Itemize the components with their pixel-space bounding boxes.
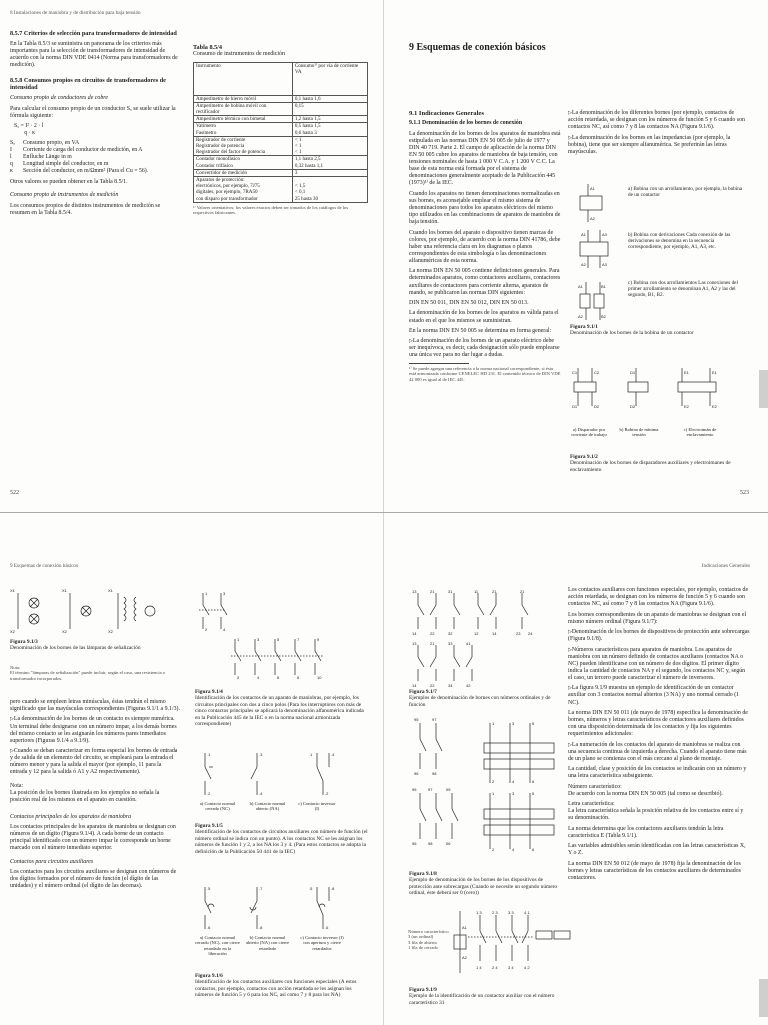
figure-lamp-diagrams <box>10 589 160 638</box>
svg-text:A2: A2 <box>581 262 586 267</box>
table-row <box>194 169 368 176</box>
footnote-rule <box>409 363 469 364</box>
paragraph: Las variables admisibles serán identificadas con las letras características X, Y o Z. <box>568 843 746 857</box>
svg-text:X1: X1 <box>62 588 67 593</box>
consumption-table <box>193 62 368 203</box>
svg-text:32: 32 <box>448 631 453 636</box>
svg-text:14: 14 <box>412 683 417 688</box>
svg-text:X2: X2 <box>10 629 15 634</box>
table-cell: Vatímetro Fasímetro <box>194 123 293 136</box>
svg-text:A2: A2 <box>590 216 595 221</box>
spread-bottom <box>0 512 768 1025</box>
svg-text:2: 2 <box>492 847 495 852</box>
svg-text:97: 97 <box>432 717 437 722</box>
svg-text:41: 41 <box>466 641 471 646</box>
subsection-title: Contactos principales de los aparatos de maniobra <box>10 813 132 820</box>
paragraph: La posición de los bornes ilustrada en los ejemplos no señala la posición real de los mismos en el aparato en cuestión. <box>10 789 160 803</box>
svg-text:.4: .4 <box>259 791 263 796</box>
def-text: Sección del conductor, en m/Ωmm² (Para el Cu = 56). <box>23 168 149 175</box>
legend-item: 1 fila de cerrado <box>408 945 438 951</box>
figure-caption-text: Identificación de los contactos auxiliares con funciones especiales (A estos contactos, por ejemplo, contactos con acción retardada se les asignan los números de función 5 y 6 para los NC, así como 7 y 8 para los NA) <box>195 979 357 999</box>
figure-title: Figura 9.1/1 <box>570 324 598 330</box>
svg-text:22: 22 <box>430 631 435 636</box>
svg-text:95: 95 <box>412 787 417 792</box>
figure-caption <box>195 973 370 999</box>
paragraph: La denominación de los bornes de los aparatos es válida para el estado en el que los mismos se suministran. <box>409 310 559 324</box>
paragraph: Los consumos propios de distintos instrumentos de medición se resumen en la Tabla 8.5/4. <box>10 202 161 216</box>
figure-sublabel: a) Disparador por corriente de trabajo <box>571 427 607 438</box>
table-row <box>194 123 368 136</box>
svg-text:21: 21 <box>492 589 497 594</box>
figure-caption <box>195 689 370 727</box>
figure-aux-contacts <box>195 749 355 804</box>
bullet-paragraph: ▷ Denominación de los bornes de dispositivos de protección ante sobrecargas (Figura 9.1/8). <box>568 629 750 643</box>
figure-caption-text: Denominación de los bornes de las lámparas de señalización <box>10 645 141 652</box>
svg-text:A3: A3 <box>602 262 607 267</box>
bullet-paragraph: ▷ La numeración de los contactos del aparato de maniobras se realiza con una secuencia continua de izquierda a derecha. Cuando el aparato tiene más de un plano se comienza con el más cercano al plano de montaje. <box>568 742 750 763</box>
svg-text:D1: D1 <box>572 404 578 409</box>
figure-caption-text: Identificación de los contactos de circuitos auxiliares con número de función (el número ordinal se indica con un punto). A los contactos NC se les asignan los números de función 1 y 2, a los NA los 3 y 4. (Para estos contactos se adopta la definición de la Publicación 50 441 de la IEC) <box>195 829 368 855</box>
note-label: Nota: <box>10 665 21 670</box>
svg-text:8: 8 <box>297 675 300 680</box>
svg-text:A1: A1 <box>590 186 595 191</box>
svg-text:06: 06 <box>446 841 451 846</box>
svg-text:7: 7 <box>297 637 300 642</box>
svg-text:1: 1 <box>237 637 240 642</box>
paragraph: Los bornes correspondientes de un aparato de maniobras se designan con el mismo número ordinal (Figura 9.1/7): <box>568 611 747 625</box>
svg-text:3 3: 3 3 <box>508 910 514 915</box>
svg-text:C2: C2 <box>594 370 600 375</box>
paragraph: Cuando los bornes del aparato o dispositivo tienen marcas de colores, por ejemplo, de acuerdo con la norma DIN 41786, debe haber una referencia clara en los diagramas o planos correspondientes de esta simbología o las denominaciones alfanuméricas de esta norma. <box>409 229 561 264</box>
svg-text:98: 98 <box>428 841 433 846</box>
section-title: 8.5.7 Criterios de selección para transformadores de intensidad <box>10 30 177 37</box>
svg-text:6: 6 <box>532 779 535 784</box>
page524-left-column <box>10 699 180 894</box>
def-symbol: Sₓ <box>10 140 15 147</box>
figure-caption-text: Ejemplo de denominación de los bornes de los dispositivos de protección ante sobrecargas (Cuando se necesite un segundo número ordinal, éste deberá ser 0 (cero)) <box>409 877 558 897</box>
paragraph: La norma determina que los contactores auxiliares tendrán la letra característica E (Tabla 9.1/1). <box>568 825 724 839</box>
page523-left-column <box>409 110 561 382</box>
table-cell: < 1 < 1 < 1 <box>292 136 367 156</box>
page-number: 523 <box>740 490 749 496</box>
svg-text:14: 14 <box>412 631 417 636</box>
paragraph: La norma DIN EN 50 011 (de mayo de 1978) especifica la denominación de bornes, números y letras característicos de contactores auxiliares definidos con una disposición determinada de los contactos y fija los siguientes requerimientos adicionales: <box>568 709 748 738</box>
figure-caption-text: Ejemplos de denominación de bornes con números ordinales y de función <box>409 695 551 708</box>
table-cell: Aparatos de protección: electrónicos, por ejemplo, 7J75 digitales, por ejemplo, 7RA50 con disparo por transformador <box>194 176 293 202</box>
svg-text:2 3: 2 3 <box>492 910 498 915</box>
svg-text:.8: .8 <box>331 886 335 891</box>
svg-text:.5: .5 <box>309 886 313 891</box>
def-symbol: l <box>10 154 12 161</box>
svg-text:2: 2 <box>205 627 208 632</box>
paragraph: La denominación de los bornes de los aparatos de maniobra está estipulada en las normas DIN EN 50 005 de julio de 1977 y DIN 40 719. Parte 2. El campo de aplicación de la norma DIN EN 50 005 cubre los aparatos de maniobra de baja tensión, con tensiones nominales de hasta 1 000 V C.A. y 1 200 V C.C. La base de esta norma está formada por el sistema de denominaciones generalmente aceptado de la Publicación 445 (1973)¹⁾ de la IEC. <box>409 130 561 187</box>
paragraph: Otros valores se pueden obtener en la Tabla 8.5/1. <box>10 179 128 186</box>
table-header-row <box>194 62 368 95</box>
table-caption: Consumo de instrumentos de medición <box>193 51 285 58</box>
svg-text:12: 12 <box>474 631 479 636</box>
figure-caption <box>409 987 559 1006</box>
figure-overload-protection <box>410 713 560 858</box>
svg-text:97: 97 <box>428 787 433 792</box>
svg-text:1: 1 <box>205 591 208 596</box>
figure-legend <box>408 929 454 951</box>
figure-title: Figura 9.1/9 <box>409 987 437 993</box>
svg-text:23: 23 <box>516 631 521 636</box>
paragraph: En la Tabla 8.5/3 se suministra un panorama de los criterios más importantes para la selección de transformadores de intensidad de acuerdo con la norma DIN VDE 0414 (Norma para transformadores de medición). <box>10 40 178 68</box>
formula: Sₓ = I² · 2 · l q · κ <box>14 123 44 137</box>
def-symbol: κ <box>10 168 13 175</box>
def-text: Longitud simple del conductor, en m <box>23 161 109 168</box>
table-cell: 1,2 hasta 1,5 <box>292 116 367 123</box>
thumb-tab <box>759 979 768 1017</box>
svg-text:21: 21 <box>520 589 525 594</box>
svg-text:A2: A2 <box>462 955 467 960</box>
svg-text:3: 3 <box>223 591 226 596</box>
svg-text:33: 33 <box>448 641 453 646</box>
svg-text:D2: D2 <box>594 404 600 409</box>
svg-text:2 4: 2 4 <box>492 965 498 970</box>
svg-text:E1: E1 <box>684 370 689 375</box>
table-cell: Amperímetro térmico con bimetal <box>194 116 293 123</box>
figure-label: b) Bobina con derivaciones Cada conexión de las derivaciones se denomina en la secuencia correspondiente, por ejemplo, A1, A3, etc. <box>628 232 731 251</box>
table-row <box>194 95 368 102</box>
spread-top <box>0 0 768 512</box>
svg-text:4: 4 <box>512 847 515 852</box>
paragraph: En la norma DIN EN 50 005 se determina en forma general: <box>409 327 552 334</box>
svg-text:X2: X2 <box>108 629 113 634</box>
table-cell: 0,5 hasta 1,5 0,6 hasta 3 <box>292 123 367 136</box>
bullet-paragraph: ▷ La denominación de los diferentes bornes (por ejemplo, contactos de acción retardada, se designan con los números de función 5 y 6 cuando son contactos NC, así como 7 y 8 las contactos NA (Figura 9.1/6). <box>568 110 750 131</box>
figure-caption <box>570 454 750 473</box>
paragraph: Número característico: De acuerdo con la norma DIN EN 50 005 (tal como se describió). <box>568 783 723 797</box>
figure-caption-text: Ejemplo de la identificación de un contactor auxiliar con el número característico 31 <box>409 993 555 1006</box>
page525-right-column <box>568 587 750 885</box>
svg-text:3: 3 <box>257 637 260 642</box>
svg-text:21: 21 <box>430 589 435 594</box>
paragraph: La norma DIN EN 50 012 (de mayo de 1978) fija la denominación de los bornes y letras características de los contactos auxiliares de determinados contactores. <box>568 860 741 881</box>
figure-title: Figura 9.1/5 <box>195 823 223 829</box>
bullet-paragraph: ▷ La denominación de los bornes de un aparato eléctrico debe ser inequívoca, es decir, cada designación sólo puede emplearse una única vez para no dar lugar a dudas. <box>409 338 561 359</box>
figure-caption <box>10 639 180 652</box>
subsection-title: Consumo propio de conductores de cobre <box>10 95 108 102</box>
figure-special-contacts <box>195 883 355 938</box>
gutter <box>383 0 384 512</box>
page-header: 9 Esquemas de conexión básicos <box>10 563 78 569</box>
svg-text:A3: A3 <box>602 232 607 237</box>
svg-text:.2: .2 <box>207 791 211 796</box>
figure-sublabel: b) Contacto normal abierto (NA) con cierre retardado <box>246 935 289 951</box>
svg-text:X1: X1 <box>108 588 113 593</box>
svg-text:.5: .5 <box>207 886 211 891</box>
legend-item: Número característico <box>408 929 449 934</box>
figure-main-contacts <box>195 589 345 694</box>
table-row <box>194 102 368 115</box>
bullet-paragraph: ▷ Números característicos para aparatos de maniobra. Los aparatos de maniobra con un número definido de contactos auxiliares (contactos NA o NC) pueden identificarse con un número de dos dígitos. El primer dígito indica la cantidad de contactos NA y el segundo, los contactos NC y, según el caso, un tercero puede caracterizar el número de inversores. <box>568 647 750 682</box>
figure-sublabel: b) Bobina de mínima tensión <box>619 427 659 438</box>
svg-text:E1: E1 <box>712 370 717 375</box>
svg-text:C1: C1 <box>572 370 578 375</box>
svg-text:D2: D2 <box>630 404 636 409</box>
bullet-paragraph: ▷ Cuando se deban caracterizar en forma especial los bornes de entrada y de salida de un elemento del circuito, se empleará para la entrada el número menor y para la salida el mayor (por ejemplo, 11 para la entrada y 12 para la salida ó A1 y A2 respectivamente). <box>10 748 180 776</box>
svg-text:22: 22 <box>430 683 435 688</box>
svg-text:5: 5 <box>277 637 280 642</box>
svg-text:1 4: 1 4 <box>476 965 482 970</box>
svg-text:.6: .6 <box>325 925 329 930</box>
svg-text:4 2: 4 2 <box>524 965 530 970</box>
page-number: 522 <box>10 490 19 496</box>
svg-text:A2: A2 <box>578 314 583 319</box>
bullet-paragraph: ▷ La denominación de los bornes en las impedancias (por ejemplo, la bobina), tiene que ser siempre alfanumérica. Se preferirán las letras mayúsculas. <box>568 135 750 156</box>
svg-text:2: 2 <box>237 675 240 680</box>
table-cell: < 1,5 < 0,1 25 hasta 30 <box>292 176 367 202</box>
table-cell: 1,1 hasta 2,5 0,32 hasta 1,1 <box>292 156 367 169</box>
chapter-title: 9 Esquemas de conexión básicos <box>409 42 546 53</box>
figure-aux-contactor-31 <box>450 909 570 984</box>
figure-caption <box>409 689 559 708</box>
svg-text:B1: B1 <box>601 284 606 289</box>
svg-text:.8: .8 <box>259 925 263 930</box>
def-symbol: q <box>10 161 13 168</box>
table-cell: 3 <box>292 169 367 176</box>
svg-text:11: 11 <box>474 589 479 594</box>
table-cell: 0,1 hasta 1,6 <box>292 95 367 102</box>
note-text: El término "lámparas de señalización" puede incluir, según el caso, una resistencia o transformador incorporados. <box>10 670 166 681</box>
page522-right-column <box>193 44 368 216</box>
def-text: Enfluche Länge in m <box>23 154 72 161</box>
svg-text:E2: E2 <box>712 404 717 409</box>
paragraph: Para calcular el consumo propio de un conductor Sₓ se suele utilizar la fórmula siguiente: <box>10 105 176 119</box>
svg-text:96: 96 <box>414 771 419 776</box>
table-cell: Amperímetro de hierro móvil <box>194 95 293 102</box>
svg-text:.1: .1 <box>207 752 211 757</box>
paragraph: Los contactos auxiliares con funciones especiales, por ejemplo, contactos de acción retardada, se designan con los números de función 5 y 6 cuando son contactos NC, así como 7 y 8 las contactos NA (Figura 9.1/6). <box>568 587 749 608</box>
svg-text:9: 9 <box>317 637 320 642</box>
figure-coil-diagrams <box>578 184 628 339</box>
svg-text:4 1: 4 1 <box>524 910 530 915</box>
legend-item: 3 (un ordinal) <box>408 934 434 940</box>
table-note: ¹⁾ Valores orientativos; los valores exactos deben ser tomados de los catálogos de los respectivos fabricantes. <box>193 204 349 216</box>
paragraph: La cantidad, clase y posición de los contactos se indicarán con un número y una letra característica subsiguiente. <box>568 766 747 780</box>
svg-text:.7: .7 <box>259 886 263 891</box>
paragraph: Los contactos principales de los aparatos de maniobra se designan con números de un dígito (Figura 9.1/4). A cada borne de un contacto principal identificado con un número impar le corresponde un borne marcado con el número inmediato superior. <box>10 824 176 852</box>
svg-text:96: 96 <box>412 841 417 846</box>
figure-caption <box>195 823 370 855</box>
paragraph: Los contactos para los circuitos auxiliares se designan con números de dos dígitos formados por el número de función (el dígito de las unidades) y el número ordinal (el dígito de las decenas). <box>10 868 177 890</box>
svg-text:A1: A1 <box>581 232 586 237</box>
legend-item: 3 fila de abierto <box>408 939 437 945</box>
thumb-tab <box>759 370 768 408</box>
table-header-cell: Instrumento <box>194 62 293 95</box>
svg-text:6: 6 <box>277 675 280 680</box>
figure-title: Figura 9.1/3 <box>10 639 38 645</box>
table-cell: 0,15 <box>292 102 367 115</box>
svg-text:4: 4 <box>257 675 260 680</box>
svg-text:6: 6 <box>532 847 535 852</box>
svg-text:4: 4 <box>512 779 515 784</box>
figure-sublabel: a) Contacto normal cerrado (NC) <box>199 801 236 812</box>
figure-label: a) Bobina con un arrollamiento, por ejemplo, la bobina de un contactor <box>628 186 743 199</box>
paragraph: DIN EN 50 011, DIN EN 50 012, DIN EN 50 013. <box>409 300 529 307</box>
svg-text:98: 98 <box>432 771 437 776</box>
svg-text:2: 2 <box>492 779 495 784</box>
paragraph: pero cuando se empleen letras minúsculas, éstas tendrán el mismo significado que las mayúsculas correspondientes (Figuras 9.1/1 a 9.1/3). <box>10 699 180 713</box>
svg-text:3: 3 <box>512 721 515 726</box>
svg-text:5: 5 <box>532 721 535 726</box>
subsection-title: Consumo propio de instrumentos de medición <box>10 192 119 199</box>
svg-text:5: 5 <box>532 791 535 796</box>
svg-text:3: 3 <box>512 791 515 796</box>
table-row <box>194 176 368 202</box>
table-row <box>194 136 368 156</box>
figure-title: Figura 9.1/7 <box>409 689 437 695</box>
figure-ordinal-contacts <box>412 589 562 694</box>
svg-text:.1: .1 <box>309 752 313 757</box>
table-cell: Convertidor de medición <box>194 169 293 176</box>
note-label: Nota: <box>10 782 24 789</box>
table-cell: Registrador de corriente Registrador de potencia Registrador del factor de potencia <box>194 136 293 156</box>
table-header-cell: Consumo¹⁾ por vía de corriente VA <box>292 62 367 95</box>
paragraph: Cuando los aparatos no tienen denominaciones normalizadas en sus bornes, es aconsejable emplear el mismo sistema de denominaciones para todos los aparatos eléctricos del mismo tipo utilizados en las combinaciones de aparatos de maniobra de baja tensión. <box>409 190 561 226</box>
figure-label: c) Bobina con dos arrollamientos Las conexiones del primer arrollamiento se denominan A1, A2 y las del segundo, B1, B2. <box>628 280 738 299</box>
figure-title: Figura 9.1/4 <box>195 689 223 695</box>
subsection-title: Contactos para circuitos auxiliares <box>10 858 94 865</box>
figure-sublabel: b) Contacto normal abierto (NA) <box>249 801 286 812</box>
paragraph: La norma DIN EN 50 005 contiene definiciones generales. Para determinados aparatos, como contactores auxiliares, contactores auxiliares de contactores para corriente alterna, aparatos de mando, se publicaron las normas DIN siguientes: <box>409 268 561 296</box>
figure-sublabel: a) Contacto normal cerrado (NC), con cierre retardado en la liberación <box>195 935 240 957</box>
svg-text:10: 10 <box>317 675 322 680</box>
bullet-paragraph: ▷ La denominación de los bornes de un contacto es siempre numérica. Un terminal debe designarse con un número impar, a los demás bornes del mismo contacto se les asignarán los números pares inmediatos superiores (Figuras 9.1/4 a 9.1/9). <box>10 716 180 744</box>
figure-title: Figura 9.1/2 <box>570 454 598 460</box>
table-cell: Contador monofásico Contador trifásico <box>194 156 293 169</box>
svg-text:14: 14 <box>492 631 497 636</box>
svg-text:3 4: 3 4 <box>508 965 514 970</box>
svg-text:.4: .4 <box>331 752 335 757</box>
figure-caption-text: Denominación de los bornes de disparadores auxiliares y electroimanes de enclavamiento <box>570 460 731 473</box>
svg-text:4: 4 <box>223 627 226 632</box>
figure-caption <box>409 871 559 897</box>
svg-text:A1: A1 <box>578 284 583 289</box>
note <box>10 665 180 681</box>
table-cell: Amperímetro de bobina móvil con rectificador <box>194 102 293 115</box>
page-header: 8 Instalaciones de maniobra y de distribución para baja tensión <box>10 10 141 16</box>
page522-left-column <box>10 30 180 220</box>
gutter <box>383 513 384 1025</box>
svg-text:.3: .3 <box>259 752 263 757</box>
subsection-title: 9.1.1 Denominación de los bornes de conexión <box>409 120 523 127</box>
page-header: Indicaciones Generales <box>701 563 750 569</box>
svg-text:.2: .2 <box>325 791 329 796</box>
table-row <box>194 116 368 123</box>
figure-caption <box>570 324 750 337</box>
paragraph: Letra característica: La letra característica señala la posición relativa de los contactos entre sí y su denominación. <box>568 801 744 822</box>
svg-text:95: 95 <box>414 717 419 722</box>
svg-text:.6: .6 <box>207 925 211 930</box>
svg-text:05: 05 <box>446 787 451 792</box>
figure-releases <box>570 366 740 417</box>
svg-text:21: 21 <box>430 641 435 646</box>
svg-text:31: 31 <box>448 589 453 594</box>
svg-text:X1: X1 <box>10 588 15 593</box>
def-text: Consumo propio, en VA <box>23 140 80 147</box>
figure-sublabel: c) Electroimán de enclavamiento <box>683 427 717 438</box>
bullet-paragraph: ▷ La figura 9.1/9 muestra un ejemplo de identificación de un contactor auxiliar con 3 contactos normal abiertos (3 NA) y uno normal cerrado (1 NC). <box>568 685 750 706</box>
footnote: ¹⁾ Se puede agregar una referencia a la norma nacional correspondiente, si ésta está armonizada conforme CENELEC HD 231. El contenido técnico de DIN VDE 42 000 es igual al de IEC 445. <box>409 365 561 382</box>
svg-text:A1: A1 <box>462 925 467 930</box>
svg-text:13: 13 <box>412 589 417 594</box>
figure-sublabel: c) Contacto inversor (I) con apertura y cierre retardados <box>300 935 344 951</box>
figure-title: Figura 9.1/6 <box>195 973 223 979</box>
svg-text:24: 24 <box>528 631 533 636</box>
svg-text:34: 34 <box>448 683 453 688</box>
figure-sublabel: c) Contacto inversor (I) <box>298 801 336 812</box>
definition-list <box>10 140 180 175</box>
svg-text:X2: X2 <box>62 629 67 634</box>
table-title: Tabla 8.5/4 <box>193 44 222 51</box>
figure-caption-text: Denominación de los bornes de la bobina de un contactor <box>570 330 694 337</box>
svg-text:1 3: 1 3 <box>476 910 482 915</box>
svg-text:E2: E2 <box>684 404 689 409</box>
def-symbol: I <box>10 147 12 154</box>
svg-text:42: 42 <box>466 683 471 688</box>
def-text: Corriente de carga del conductor de medición, en A <box>23 147 143 154</box>
svg-text:B2: B2 <box>601 314 606 319</box>
section-title: 8.5.8 Consumos propios en circuitos de transformadores de intensidad <box>10 77 166 92</box>
table-row <box>194 156 368 169</box>
svg-text:13: 13 <box>412 641 417 646</box>
section-title: 9.1 Indicaciones Generales <box>409 110 484 117</box>
figure-title: Figura 9.1/8 <box>409 871 437 877</box>
svg-text:D1: D1 <box>630 370 636 375</box>
page523-right-column <box>568 110 750 159</box>
svg-text:1: 1 <box>492 791 495 796</box>
svg-text:1: 1 <box>492 721 495 726</box>
figure-caption-text: Identificación de los contactos de un aparato de maniobras, por ejemplo, los circuitos principales con dos a cinco polos (Para los interruptores con más de cinco contactos principales se aplicará la denominación alfanumérica indicada en la Publicación 445 de la IEC o en la norma nacional armonizada correspondiente) <box>195 695 364 728</box>
